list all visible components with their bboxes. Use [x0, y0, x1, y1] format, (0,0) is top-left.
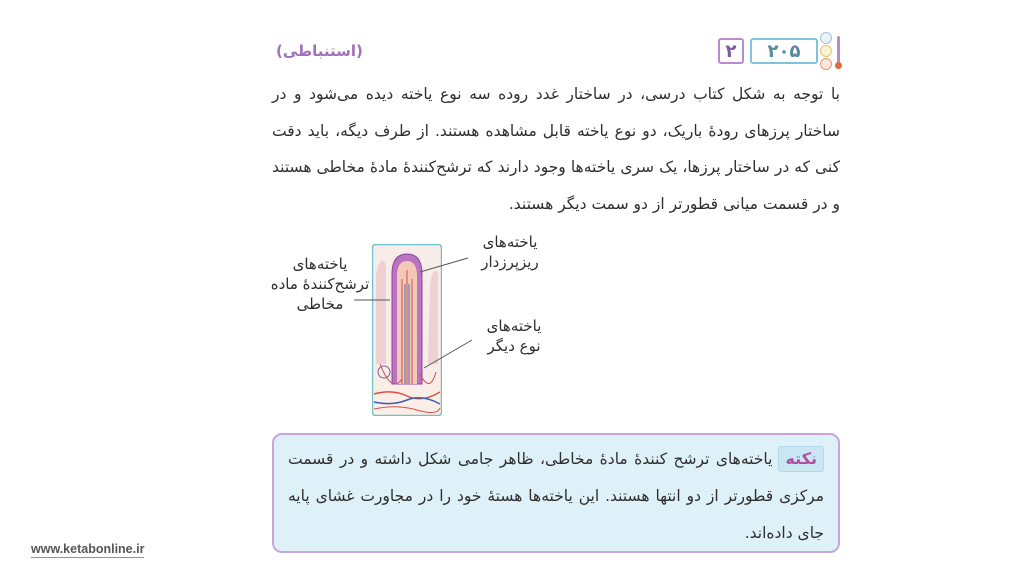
note-badge: نکته — [778, 446, 824, 472]
note-text: یاخته‌های ترشح کنندهٔ مادهٔ مخاطی، ظاهر جامی شکل داشته و در قسمت مرکزی قطورتر از دو انتها هستند. این یاخته‌ها هستهٔ خود را در مجاورت غشای پایه جای داده‌اند. — [288, 450, 824, 542]
website-link[interactable]: www.ketabonline.ir — [31, 542, 145, 556]
question-type-title: (استنباطی) — [276, 42, 363, 60]
note-content — [288, 441, 824, 552]
label-mucus-secreting-cells: یاخته‌های ترشح‌کنندهٔ ماده مخاطی — [270, 255, 370, 313]
label-microvilli-cells: یاخته‌های ریزپرزدار — [481, 233, 539, 271]
label-other-cells: یاخته‌های نوع دیگر — [486, 317, 542, 355]
explanation-paragraph: با توجه به شکل کتاب درسی، در ساختار غدد روده سه نوع یاخته دیده می‌شود و در ساختار پرزهای رودهٔ باریک، دو نوع یاخته قابل مشاهده هستند. از طرف دیگه، باید دقت کنی که در ساختار پرزها، یک سری یاخته‌ها وجود دارند که ترشح‌کنندهٔ مادهٔ مخاطی هستند و در قسمت میانی قطورتر از دو سمت دیگر هستند. — [272, 85, 840, 213]
note-box — [272, 433, 840, 553]
question-number: ۲۰۵ — [750, 38, 818, 64]
question-sub-number: ۲ — [718, 38, 744, 64]
